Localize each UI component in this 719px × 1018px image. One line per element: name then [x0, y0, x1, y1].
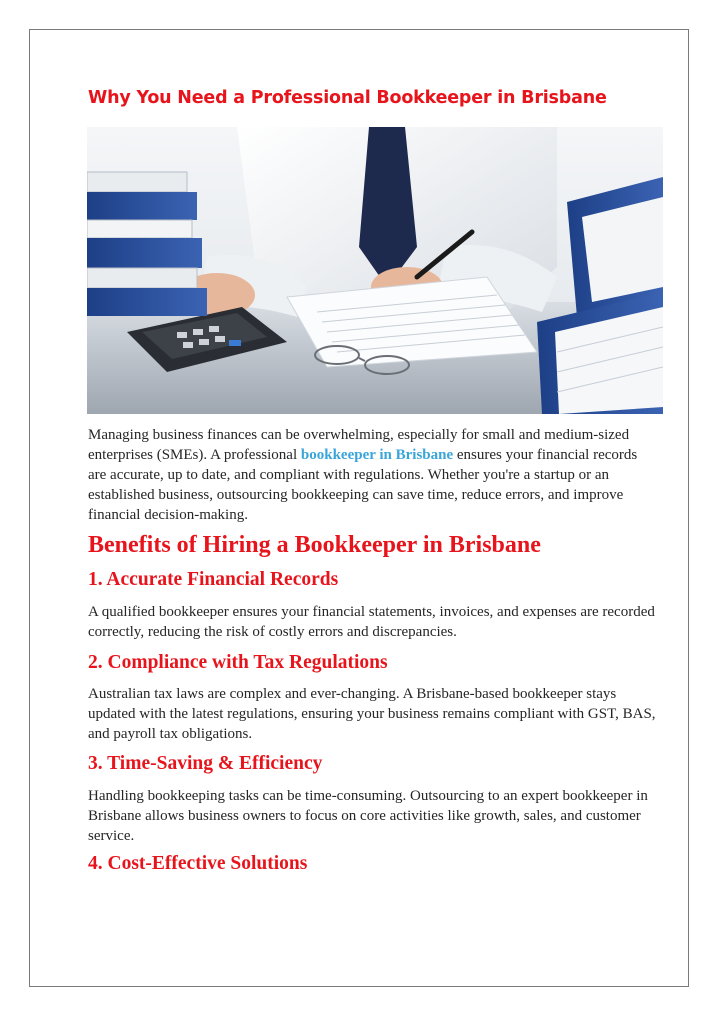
section-heading-time-saving: 3. Time-Saving & Efficiency: [88, 753, 323, 774]
intro-paragraph: [88, 425, 658, 525]
intro-text-before: Managing business finances can be overwhelming, especially for small and medium-sized enterprises (SMEs). A professional: [88, 427, 630, 463]
section-text-time-saving: Handling bookkeeping tasks can be time-consuming. Outsourcing to an expert bookkeeper in Brisbane allows business owners to focus on core activities like growth, sales, and customer service.: [88, 788, 648, 844]
section-heading-tax-compliance: 2. Compliance with Tax Regulations: [88, 652, 388, 673]
intro-text-after: ensures your financial records are accurate, up to date, and compliant with regulations. Whether you're a startup or an established business, outsourcing bookkeeping can save time, reduce errors, and improve financial decision-making.: [88, 447, 638, 523]
benefits-heading: Benefits of Hiring a Bookkeeper in Brisbane: [88, 532, 541, 558]
bookkeeper-brisbane-link[interactable]: bookkeeper in Brisbane: [300, 447, 454, 463]
section-text-accurate-records: A qualified bookkeeper ensures your financial statements, invoices, and expenses are recorded correctly, reducing the risk of costly errors and discrepancies.: [88, 604, 655, 640]
hero-image: [87, 127, 663, 414]
section-heading-cost-effective: 4. Cost-Effective Solutions: [88, 853, 308, 874]
article-title: Why You Need a Professional Bookkeeper in Brisbane: [88, 88, 607, 108]
section-text-tax-compliance: Australian tax laws are complex and ever-changing. A Brisbane-based bookkeeper stays updated with the latest regulations, ensuring your business remains compliant with GST, BAS, and payroll tax obligations.: [88, 686, 656, 742]
section-heading-accurate-records: 1. Accurate Financial Records: [88, 569, 339, 590]
